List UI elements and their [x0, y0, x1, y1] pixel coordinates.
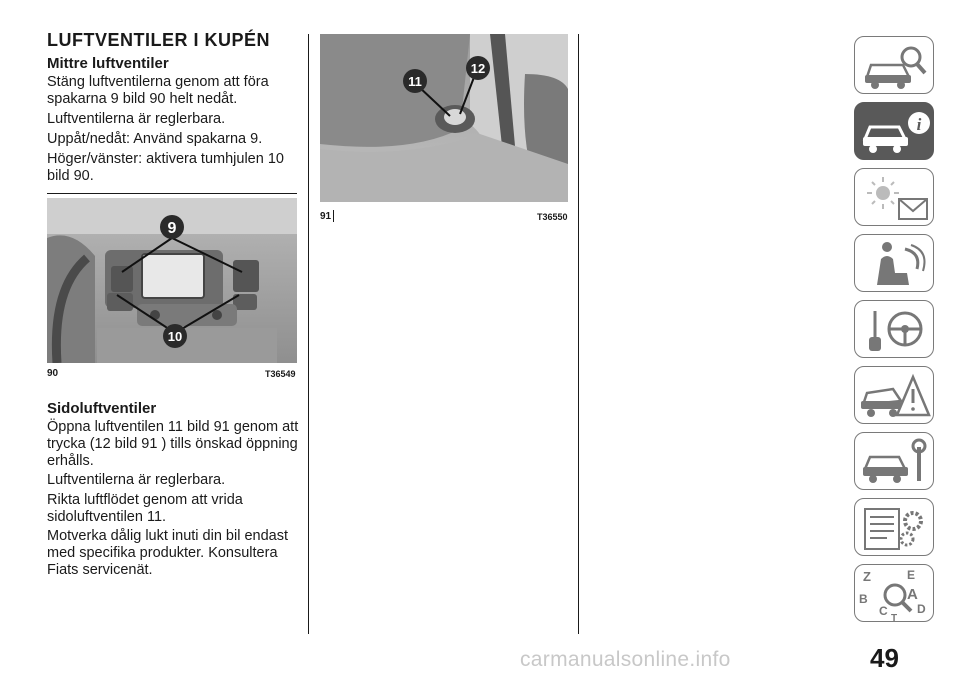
seat-airbag-icon: [855, 235, 935, 293]
mid-vents-p2: Luftventilerna är reglerbara.: [47, 111, 226, 127]
mid-vents-p3: Uppåt/nedåt: Använd spakarna 9.: [47, 131, 263, 147]
tab-car-crash-warning[interactable]: [854, 366, 934, 424]
figure91-code: T36550: [537, 212, 568, 222]
car-crash-warning-icon: [855, 367, 935, 425]
index-letter-b: B: [859, 592, 868, 606]
index-letter-e: E: [907, 568, 916, 582]
key-steering-wheel-icon: [855, 301, 935, 359]
tab-alphabet-index[interactable]: [854, 564, 934, 622]
figure90-callout-9: 9: [167, 220, 177, 237]
side-vents-p4: Motverka dålig lukt inuti din bil endast med specifika produkter. Konsultera Fiats servicenät.: [47, 528, 288, 578]
specs-gears-icon: [855, 499, 935, 557]
mid-vents-p4: Höger/vänster: aktivera tumhjulen 10 bild 90.: [47, 151, 284, 184]
column-divider-right: [578, 34, 579, 634]
tab-car-wrench[interactable]: [854, 432, 934, 490]
car-magnifier-icon: [855, 37, 935, 95]
index-letter-d: D: [917, 602, 926, 616]
watermark: carmanualsonline.info: [520, 648, 731, 671]
mid-vents-p1: Stäng luftventilerna genom att föra spakarna 9 bild 90 helt nedåt.: [47, 74, 269, 107]
tab-car-info[interactable]: [854, 102, 934, 160]
side-vents-p3: Rikta luftflödet genom att vrida sidoluftventilen 11.: [47, 492, 243, 525]
warning-light-message-icon: [855, 169, 935, 227]
column-divider-left: [308, 34, 309, 634]
figure91-number: 91: [320, 211, 332, 222]
figure91-callout-11: 11: [408, 74, 422, 89]
figure90-code: T36549: [265, 369, 296, 379]
section-title: LUFTVENTILER I KUPÉN: [47, 30, 271, 50]
mid-vents-heading: Mittre luftventiler: [47, 55, 169, 72]
figure91-callout-12: 12: [470, 61, 486, 76]
side-vents-p1: Öppna luftventilen 11 bild 91 genom att trycka (12 bild 91 ) tills önskad öppning erhålls.: [47, 419, 299, 469]
side-vents-p2: Luftventilerna är reglerbara.: [47, 472, 226, 488]
tab-car-magnifier[interactable]: [854, 36, 934, 94]
car-info-icon: [855, 103, 935, 161]
index-letter-t: T: [891, 613, 898, 623]
tab-seat-airbag[interactable]: [854, 234, 934, 292]
side-vents-heading: Sidoluftventiler: [47, 400, 157, 417]
alphabet-index-icon: [855, 565, 935, 623]
svg-text:i: i: [916, 115, 922, 134]
figure90-image: [47, 198, 297, 363]
figure90-top-rule: [47, 193, 297, 194]
figure90-number: 90: [47, 368, 59, 379]
tab-warning-light-message[interactable]: [854, 168, 934, 226]
car-wrench-icon: [855, 433, 935, 491]
index-letter-c: C: [879, 604, 888, 618]
figure90-callout-10: 10: [167, 329, 183, 344]
index-letter-z: Z: [863, 569, 871, 584]
figure91-caption-bar: [333, 210, 334, 222]
tab-specs-gears[interactable]: [854, 498, 934, 556]
figure91-image: [320, 34, 568, 202]
tab-key-steering-wheel[interactable]: [854, 300, 934, 358]
index-letter-a: A: [907, 586, 918, 603]
page-number: 49: [870, 643, 899, 673]
